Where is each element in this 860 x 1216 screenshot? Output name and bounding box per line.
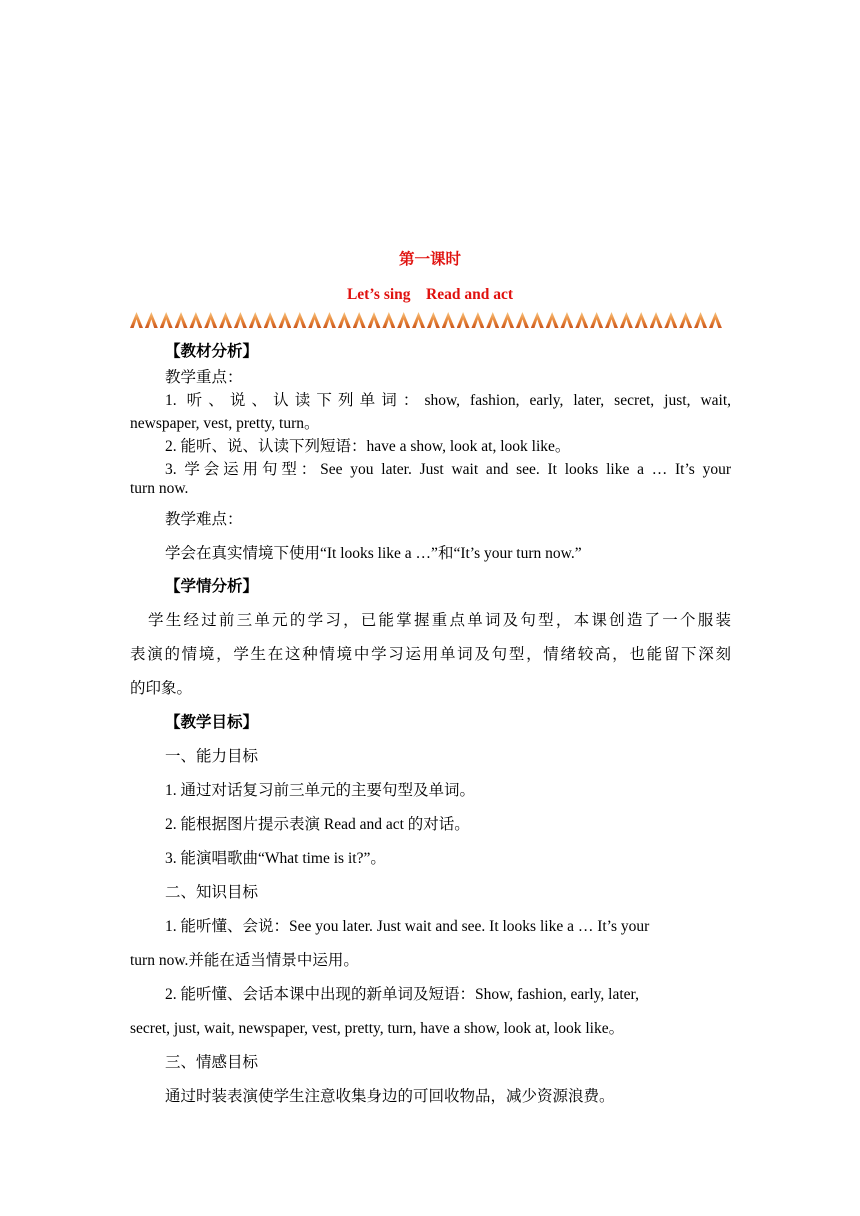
goal-knowledge-label: 二、知识目标 (165, 884, 259, 901)
border-triangle-icon (338, 312, 351, 328)
goal-ability-2: 2. 能根据图片提示表演 Read and act 的对话。 (165, 816, 470, 833)
section-heading-teaching-goals: 【教学目标】 (165, 714, 259, 731)
border-triangle-icon (368, 312, 381, 328)
border-triangle-icon (204, 312, 217, 328)
goal-knowledge-2: 2. 能听懂、会话本课中出现的新单词及短语：Show, fashion, early, later, (165, 986, 639, 1003)
border-triangle-icon (650, 312, 663, 328)
border-triangle-icon (189, 312, 202, 328)
border-triangle-icon (590, 312, 603, 328)
key-point-3: 3. 学会运用句型：See you later. Just wait and see. It looks like a … It’s your (165, 461, 731, 478)
goal-ability-1: 1. 通过对话复习前三单元的主要句型及单词。 (165, 782, 476, 799)
border-triangle-icon (442, 312, 455, 328)
goal-knowledge-1: 1. 能听懂、会说：See you later. Just wait and see. It looks like a … It’s your (165, 918, 650, 935)
goal-knowledge-1-cont: turn now.并能在适当情景中运用。 (130, 952, 359, 969)
border-triangle-icon (219, 312, 232, 328)
border-triangle-icon (308, 312, 321, 328)
goal-ability-3: 3. 能演唱歌曲“What time is it?”。 (165, 850, 386, 867)
border-triangle-icon (264, 312, 277, 328)
border-triangle-icon (546, 312, 559, 328)
border-triangle-icon (145, 312, 158, 328)
border-triangle-icon (501, 312, 514, 328)
learner-analysis-line-3: 的印象。 (130, 680, 193, 697)
border-triangle-icon (234, 312, 247, 328)
goal-emotion-label: 三、情感目标 (165, 1054, 259, 1071)
key-point-2: 2. 能听、说、认读下列短语：have a show, look at, look like。 (165, 438, 571, 455)
border-triangle-icon (278, 312, 291, 328)
section-heading-learner-analysis: 【学情分析】 (165, 578, 259, 595)
border-triangle-icon (175, 312, 188, 328)
border-triangle-icon (397, 312, 410, 328)
border-triangle-icon (412, 312, 425, 328)
border-triangle-icon (249, 312, 262, 328)
border-triangle-icon (516, 312, 529, 328)
border-triangle-icon (382, 312, 395, 328)
key-point-3-cont: turn now. (130, 480, 189, 497)
key-points-label: 教学重点： (165, 369, 243, 386)
border-triangle-icon (531, 312, 544, 328)
section-heading-textbook-analysis: 【教材分析】 (165, 343, 259, 360)
border-triangle-icon (709, 312, 722, 328)
border-triangle-icon (620, 312, 633, 328)
border-triangle-icon (160, 312, 173, 328)
difficulty-text: 学会在真实情境下使用“It looks like a …”和“It’s your turn now.” (165, 545, 582, 562)
border-triangle-icon (605, 312, 618, 328)
border-triangle-icon (575, 312, 588, 328)
border-triangle-icon (635, 312, 648, 328)
key-point-1-cont: newspaper, vest, pretty, turn。 (130, 415, 320, 432)
border-triangle-icon (353, 312, 366, 328)
border-triangle-icon (664, 312, 677, 328)
learner-analysis-line-1: 学生经过前三单元的学习，已能掌握重点单词及句型，本课创造了一个服装 (148, 612, 731, 629)
learner-analysis-line-2: 表演的情境，学生在这种情境中学习运用单词及句型，情绪较高，也能留下深刻 (130, 646, 731, 663)
border-triangle-icon (427, 312, 440, 328)
difficulty-label: 教学难点： (165, 511, 243, 528)
decorative-border (130, 311, 722, 328)
goal-emotion-1: 通过时装表演使学生注意收集身边的可回收物品，减少资源浪费。 (165, 1088, 615, 1105)
lesson-subtitle: Let’s sing Read and act (346, 286, 514, 303)
key-point-1: 1. 听、说、认读下列单词：show, fashion, early, later, secret, just, wait, (165, 392, 731, 409)
border-triangle-icon (679, 312, 692, 328)
border-triangle-icon (560, 312, 573, 328)
border-triangle-icon (457, 312, 470, 328)
border-triangle-icon (486, 312, 499, 328)
border-triangle-icon (323, 312, 336, 328)
border-triangle-icon (471, 312, 484, 328)
goal-ability-label: 一、能力目标 (165, 748, 259, 765)
lesson-title: 第一课时 (398, 251, 461, 268)
border-triangle-icon (293, 312, 306, 328)
goal-knowledge-2-cont: secret, just, wait, newspaper, vest, pretty, turn, have a show, look at, look like。 (130, 1020, 625, 1037)
border-triangle-icon (130, 312, 143, 328)
border-triangle-icon (694, 312, 707, 328)
